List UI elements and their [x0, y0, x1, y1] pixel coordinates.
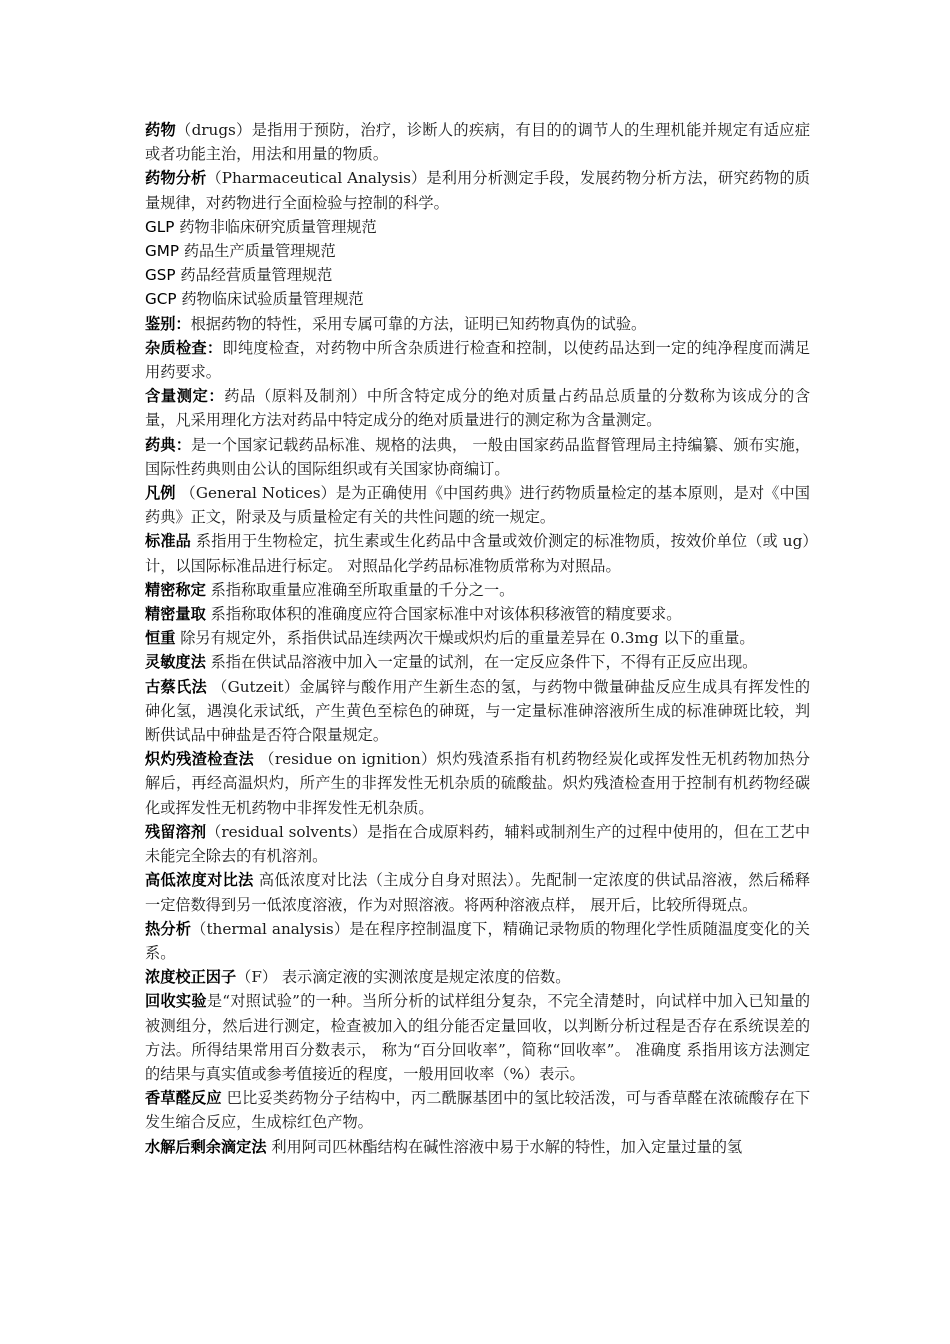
definition-text: 药物临床试验质量管理规范	[176, 290, 364, 309]
definition-gsp	[145, 263, 810, 287]
definition-text: （residue on ignition）炽灼残渣系指有机药物经炭化或挥发性无机药物加热分解后，再经高温炽灼，所产生的非挥发性无机杂质的硫酸盐。炽灼残渣检查用于控制有机药物经碳化或挥发性无机药物中非挥发性无机杂质。	[145, 750, 811, 817]
term-label: 含量测定：	[145, 387, 225, 406]
term-label: 回收实验	[145, 992, 207, 1011]
definition-text: 高低浓度对比法（主成分自身对照法）。先配制一定浓度的供试品溶液，然后稀释一定倍数得到另一低浓度溶液，作为对照溶液。将两种溶液点样， 展开后，比较所得斑点。	[145, 871, 811, 914]
definition-text: 是一个国家记载药品标准、规格的法典， 一般由国家药品监督管理局主持编纂、颁布实施，国际性药典则由公认的国际组织或有关国家协商编订。	[145, 435, 811, 478]
definition-text: 药品生产质量管理规范	[179, 242, 336, 261]
term-label: 标准品	[145, 532, 191, 551]
definition-precise-measuring	[145, 602, 810, 626]
term-label: 高低浓度对比法	[145, 871, 254, 890]
term-label: 精密量取	[145, 605, 206, 624]
definition-text: 根据药物的特性，采用专属可靠的方法，证明已知药物真伪的试验。	[190, 314, 647, 333]
definition-gmp	[145, 239, 810, 263]
term-label: 药物分析	[145, 169, 207, 188]
definition-text: 系指称取重量应准确至所取重量的千分之一。	[205, 580, 515, 599]
definition-text: 即纯度检查，对药物中所含杂质进行检查和控制，以使药品达到一定的纯净程度而满足用药要求。	[145, 338, 811, 382]
definition-text: （F） 表示滴定液的实测浓度是规定浓度的倍数。	[236, 968, 571, 987]
term-label: 残留溶剂	[145, 822, 207, 841]
definition-residue-on-ignition	[145, 747, 810, 820]
definition-text: 系指用于生物检定，抗生素或生化药品中含量或效价测定的标准物质，按效价单位（或 ug）计，以国际标准品进行标定。 对照品化学药品标准物质常称为对照品。	[145, 532, 811, 575]
term-label: 恒重	[145, 629, 176, 648]
document-body	[145, 118, 810, 1159]
term-label: 药典：	[145, 435, 192, 454]
term-label: GSP	[145, 266, 176, 285]
definition-glp	[145, 215, 810, 239]
definition-gcp	[145, 287, 810, 311]
definition-recovery-test	[145, 989, 810, 1086]
term-label: 精密称定	[145, 580, 206, 599]
definition-text: （Pharmaceutical Analysis）是利用分析测定手段，发展药物分析方法，研究药物的质量规律，对药物进行全面检验与控制的科学。	[145, 169, 810, 212]
definition-precise-weighing	[145, 578, 810, 602]
definition-pharmacopoeia	[145, 433, 810, 481]
term-label: 香草醛反应	[145, 1089, 222, 1108]
definition-sensitivity-method	[145, 650, 810, 674]
definition-general-notices	[145, 481, 810, 529]
definition-text: 药品（原料及制剂）中所含特定成分的绝对质量占药品总质量的分数称为该成分的含量，凡采用理化方法对药品中特定成分的绝对质量进行的测定称为含量测定。	[145, 387, 811, 430]
definition-text: 巴比妥类药物分子结构中，丙二酰脲基团中的氢比较活泼，可与香草醛在浓硫酸存在下发生缩合反应，生成棕红色产物。	[145, 1089, 811, 1132]
term-label: 鉴别：	[145, 314, 191, 333]
term-label: 浓度校正因子	[145, 968, 237, 987]
definition-text: 利用阿司匹林酯结构在碱性溶液中易于水解的特性，加入定量过量的氢	[266, 1137, 743, 1156]
definition-impurity-test	[145, 336, 810, 384]
definition-constant-weight	[145, 626, 810, 650]
term-label: 灵敏度法	[145, 653, 206, 672]
definition-back-titration	[145, 1135, 810, 1159]
definition-text: 是“对照试验”的一种。当所分析的试样组分复杂，不完全清楚时，向试样中加入已知量的被测组分，然后进行测定，检查被加入的组分能否定量回收，以判断分析过程是否存在系统误差的方法。所得结果常用百分数表示， 称为“百分回收率”，简称“回收率”。 准确度 系指用该方法测定的结果与真实值或参考值接近的程度，一般用回收率（%）表示。	[145, 992, 811, 1083]
term-label: GCP	[145, 290, 177, 309]
definition-thermal-analysis	[145, 917, 810, 965]
term-label: 杂质检查：	[145, 338, 223, 357]
definition-text: 药品经营质量管理规范	[175, 266, 333, 285]
term-label: 水解后剩余滴定法	[145, 1137, 267, 1156]
definition-text: （drugs）是指用于预防，治疗，诊断人的疾病，有目的的调节人的生理机能并规定有适应症或者功能主治，用法和用量的物质。	[145, 121, 811, 164]
definition-text: （Gutzeit）金属锌与酸作用产生新生态的氢，与药物中微量砷盐反应生成具有挥发性的砷化氢，遇溴化汞试纸，产生黄色至棕色的砷斑，与一定量标准砷溶液所生成的标准砷斑比较，判断供试品中砷盐是否符合限量规定。	[145, 677, 811, 745]
term-label: GMP	[145, 242, 180, 261]
definition-assay	[145, 384, 810, 432]
term-label: 热分析	[145, 919, 192, 938]
definition-text: 系指称取体积的准确度应符合国家标准中对该体积移液管的精度要求。	[205, 605, 682, 624]
definition-gutzeit-method	[145, 675, 810, 748]
definition-text: 除另有规定外，系指供试品连续两次干燥或炽灼后的重量差异在 0.3mg 以下的重量。	[175, 629, 755, 648]
definition-text: （thermal analysis）是在程序控制温度下，精确记录物质的物理化学性质随温度变化的关系。	[145, 919, 810, 962]
term-label: GLP	[145, 217, 175, 236]
term-label: 药物	[145, 121, 177, 139]
definition-residual-solvents	[145, 820, 810, 868]
term-label: 炽灼残渣检查法	[145, 750, 255, 769]
definition-drugs	[145, 118, 810, 166]
definition-vanillin-reaction	[145, 1086, 810, 1134]
definition-text: （General Notices）是为正确使用《中国药典》进行药物质量检定的基本原则，是对《中国药典》正文，附录及与质量检定有关的共性问题的统一规定。	[145, 484, 810, 527]
definition-correction-factor	[145, 965, 810, 989]
definition-text: （residual solvents）是指在合成原料药，辅料或制剂生产的过程中使用的，但在工艺中未能完全除去的有机溶剂。	[145, 822, 811, 866]
definition-text: 系指在供试品溶液中加入一定量的试剂，在一定反应条件下，不得有正反应出现。	[205, 653, 758, 672]
definition-identification	[145, 312, 810, 336]
definition-text: 药物非临床研究质量管理规范	[174, 217, 377, 236]
definition-reference-standard	[145, 529, 810, 577]
term-label: 凡例	[145, 484, 176, 503]
definition-concentration-comparison	[145, 868, 810, 916]
definition-pharmaceutical-analysis	[145, 166, 810, 214]
term-label: 古蔡氏法	[145, 677, 207, 696]
